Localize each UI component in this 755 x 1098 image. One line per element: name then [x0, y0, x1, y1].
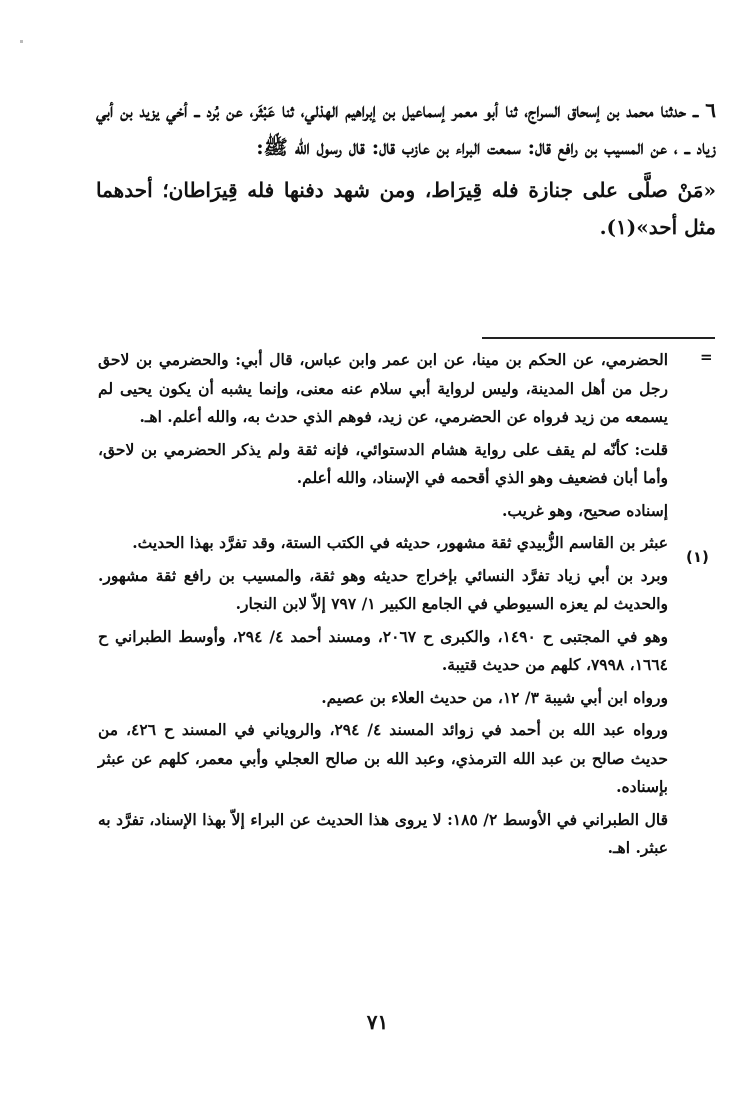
footnote-separator — [482, 337, 715, 339]
scan-speck — [20, 40, 23, 43]
page-number: ٧١ — [366, 1010, 389, 1034]
footnote-paragraph: الحضرمي، عن الحكم بن مينا، عن ابن عمر وابن عباس، قال أبي: والحضرمي بن لاحق رجل من أهل المدينة، وليس لرواية أبي سلام عنه معنى، وإنما يشبه أن يكون يحيى لم يسمعه من زيد فرواه عن الحضرمي، عن زيد، فوهم الذي حدث به، والله أعلم. اهـ. — [98, 350, 668, 426]
footnote-paragraph: إسناده صحيح، وهو غريب. — [501, 500, 668, 520]
footnote-number: (١) — [686, 548, 709, 566]
footnote-continuation-marker: = — [700, 348, 713, 366]
footnote-paragraph: ورواه ابن أبي شيبة ٣/ ١٢، من حديث العلاء بن عصيم. — [321, 687, 668, 707]
hadith-text — [96, 92, 716, 252]
footnote-paragraph: قلت: كأنّه لم يقف على رواية هشام الدستوائي، فإنه ثقة ولم يذكر الحضرمي بن لاحق، وأما أبان فضعيف وهو الذي أقحمه في الإسناد، والله أعلم. — [98, 439, 668, 487]
hadith-matn: «مَنْ صلَّى على جنازة فله قِيرَاط، ومن شهد دفنها فله قِيرَاطان؛ أحدهما مثل أحد»(١). — [96, 178, 716, 239]
footnotes — [98, 346, 668, 867]
footnote-paragraph: ورواه عبد الله بن أحمد في زوائد المسند ٤/ ٢٩٤، والروياني في المسند ح ٤٢٦، من حديث صالح بن عبد الله الترمذي، وعبد الله بن صالح العجلي وأبي معمر، كلهم عن عبثر بإسناده. — [98, 720, 668, 796]
footnote-paragraph: قال الطبراني في الأوسط ٢/ ١٨٥: لا يروى هذا الحديث عن البراء إلاّ بهذا الإسناد، تفرَّد به عبثر. اهـ. — [98, 809, 668, 857]
footnote-paragraph: وهو في المجتبى ح ١٤٩٠، والكبرى ح ٢٠٦٧، ومسند أحمد ٤/ ٢٩٤، وأوسط الطبراني ح ١٦٦٤، ٧٩٩٨، كلهم من حديث قتيبة. — [98, 626, 669, 674]
hadith-isnad: ٦ ــ حدثنا محمد بن إسحاق السراج، ثنا أبو معمر إسماعيل بن إبراهيم الهذلي، ثنا عَبْثَر، عن بُرد ــ أخي يزيد بن أبي زياد ــ ، عن المسيب بن رافع قال: سمعت البراء بن عازب قال: قال رسول الله ﷺ: — [96, 98, 716, 159]
footnote-paragraph: عبثر بن القاسم الزُّبيدي ثقة مشهور، حديثه في الكتب الستة، وقد تفرَّد بهذا الحديث. — [132, 533, 668, 552]
footnote-paragraph: وبرد بن أبي زياد تفرَّد النسائي بإخراج حديثه وهو ثقة، والمسيب بن رافع ثقة مشهور. والحديث لم يعزه السيوطي في الجامع الكبير ١/ ٧٩٧ إلاّ لابن النجار. — [98, 565, 668, 613]
